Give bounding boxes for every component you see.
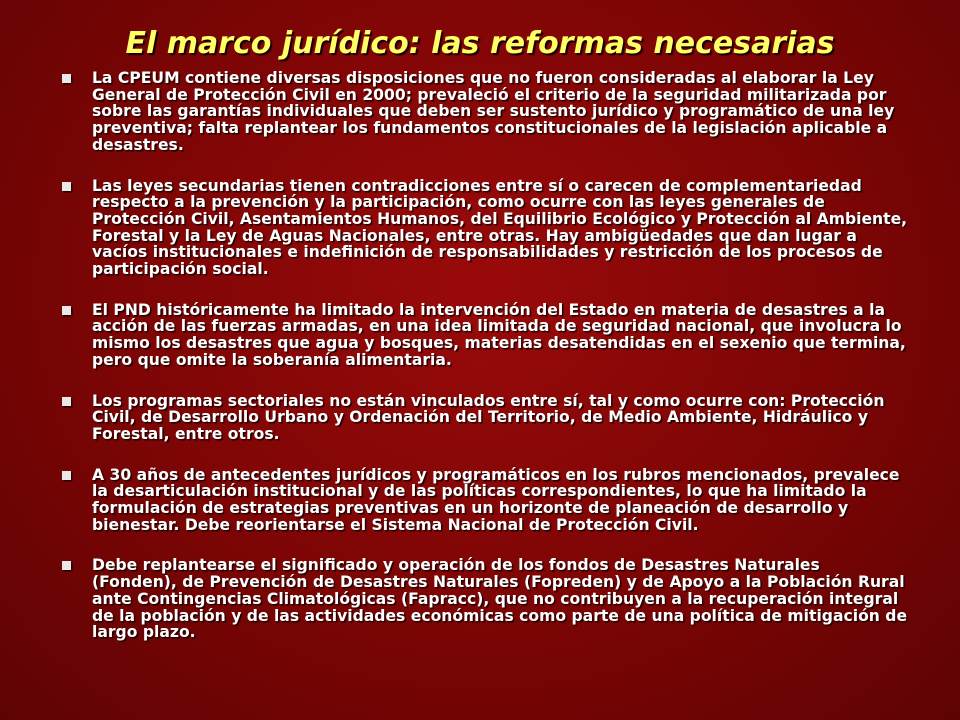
bullet-text: Las leyes secundarias tienen contradicciones entre sí o carecen de complementariedad respecto a la prevención y la participación, como ocurre con las leyes generales de Protección Civil, Asentamientos Humanos, del Equilibrio Ecológico y Protección al Ambiente, Forestal y la Ley de Aguas Nacionales, entre otras. Hay ambigüedades que dan lugar a vacíos institucionales e indefinición de responsabilidades y restricción de los procesos de participación social. [92,176,908,279]
bullet-item-5 [58,467,908,534]
square-bullet-icon [62,471,71,480]
bullet-item-2 [58,178,908,278]
bullet-text: A 30 años de antecedentes jurídicos y programáticos en los rubros mencionados, prevalece la desarticulación institucional y de las políticas correspondientes, lo que ha limitado la formulación de estrategias preventivas en un horizonte de planeación de desarrollo y bienestar. Debe reorientarse el Sistema Nacional de Protección Civil. [92,465,900,534]
bullet-text: La CPEUM contiene diversas disposiciones que no fueron consideradas al elaborar la Ley General de Protección Civil en 2000; prevaleció el criterio de la seguridad militarizada por sobre las garantías individuales que deben ser sustento jurídico y programático de una ley preventiva; falta replantear los fundamentos constitucionales de la legislación aplicable a desastres. [92,69,895,154]
bullet-list [58,70,908,641]
bullet-item-6 [58,557,908,641]
bullet-text: El PND históricamente ha limitado la intervención del Estado en materia de desastres a la acción de las fuerzas armadas, en una idea limitada de seguridad nacional, que involucra lo mismo los desastres que agua y bosques, materias desatendidas en el sexenio que termina, pero que omite la soberanía alimentaria. [92,300,906,369]
bullet-item-4 [58,393,908,443]
square-bullet-icon [62,397,71,406]
square-bullet-icon [62,74,71,83]
slide-title: El marco jurídico: las reformas necesarias [125,26,835,61]
bullet-text: Los programas sectoriales no están vinculados entre sí, tal y como ocurre con: Protección Civil, de Desarrollo Urbano y Ordenación del Territorio, de Medio Ambiente, Hidráulico y Forestal, entre otros. [92,391,885,443]
bullet-item-3 [58,302,908,369]
bullet-text: Debe replantearse el significado y operación de los fondos de Desastres Naturales (Fonden), de Prevención de Desastres Naturales (Fopreden) y de Apoyo a la Población Rural ante Contingencias Climatológicas (Fapracc), que no contribuyen a la recuperación integral de la población y de las actividades económicas como parte de una política de mitigación de largo plazo. [92,556,908,642]
square-bullet-icon [62,561,71,570]
bullet-item-1 [58,70,908,154]
square-bullet-icon [62,306,71,315]
square-bullet-icon [62,182,71,191]
